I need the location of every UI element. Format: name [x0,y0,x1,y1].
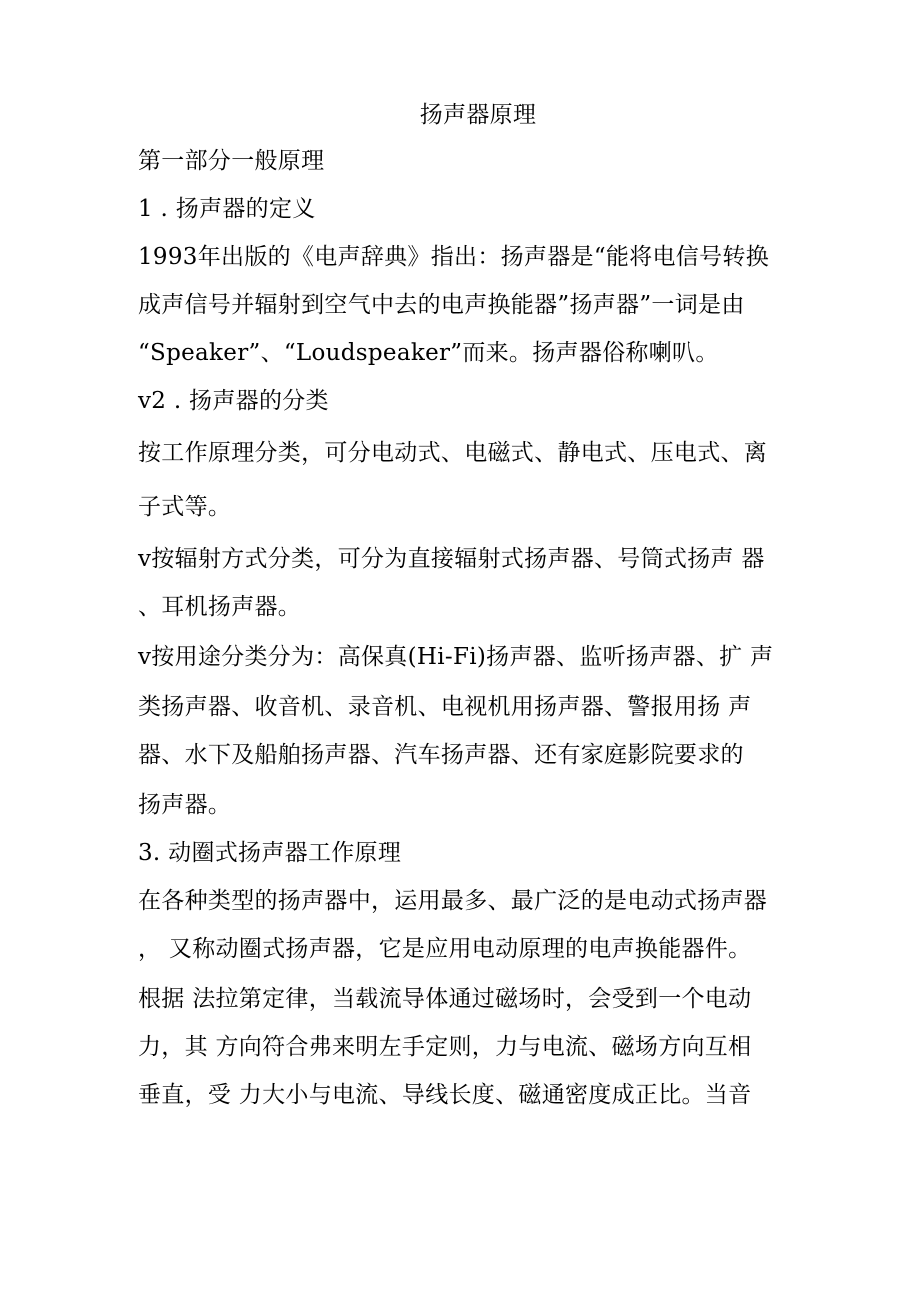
classification-line-8: 扬声器。 [138,792,232,818]
principle-line-4: 力，其 方向符合弗来明左手定则，力与电流、磁场方向互相 [138,1034,752,1060]
subheading-moving-coil-principle: 3. 动圈式扬声器工作原理 [138,840,402,866]
definition-line-2: 成声信号并辐射到空气中去的电声换能器”扬声器”一词是由 [138,292,745,318]
principle-line-2: ， 又称动圈式扬声器，它是应用电动原理的电声换能器件。 [138,936,752,962]
classification-line-5: v按用途分类分为：高保真(Hi-Fi)扬声器、监听扬声器、扩 声 [138,644,774,670]
subheading-speaker-classification: v2 . 扬声器的分类 [138,388,329,414]
classification-line-2: 子式等。 [138,494,232,520]
classification-line-4: 、耳机扬声器。 [138,594,302,620]
principle-line-3: 根据 法拉第定律，当载流导体通过磁场时，会受到一个电动 [138,986,752,1012]
principle-line-1: 在各种类型的扬声器中，运用最多、最广泛的是电动式扬声器 [138,888,768,914]
classification-line-6: 类扬声器、收音机、录音机、电视机用扬声器、警报用扬 声 [138,694,752,720]
classification-line-3: v按辐射方式分类，可分为直接辐射式扬声器、号筒式扬声 器 [138,546,765,572]
classification-line-1: 按工作原理分类，可分电动式、电磁式、静电式、压电式、离 [138,440,768,466]
classification-line-7: 器、水下及船舶扬声器、汽车扬声器、还有家庭影院要求的 [138,742,744,768]
subheading-speaker-definition: 1 . 扬声器的定义 [138,196,316,222]
definition-line-1: 1993年出版的《电声辞典》指出：扬声器是“能将电信号转换 [138,244,769,270]
definition-line-3: “Speaker”、“Loudspeaker”而来。扬声器俗称喇叭。 [138,340,719,366]
principle-line-5: 垂直，受 力大小与电流、导线长度、磁通密度成正比。当音 [138,1082,752,1108]
document-title: 扬声器原理 [419,102,537,128]
section-heading-general-principles: 第一部分一般原理 [138,148,325,174]
